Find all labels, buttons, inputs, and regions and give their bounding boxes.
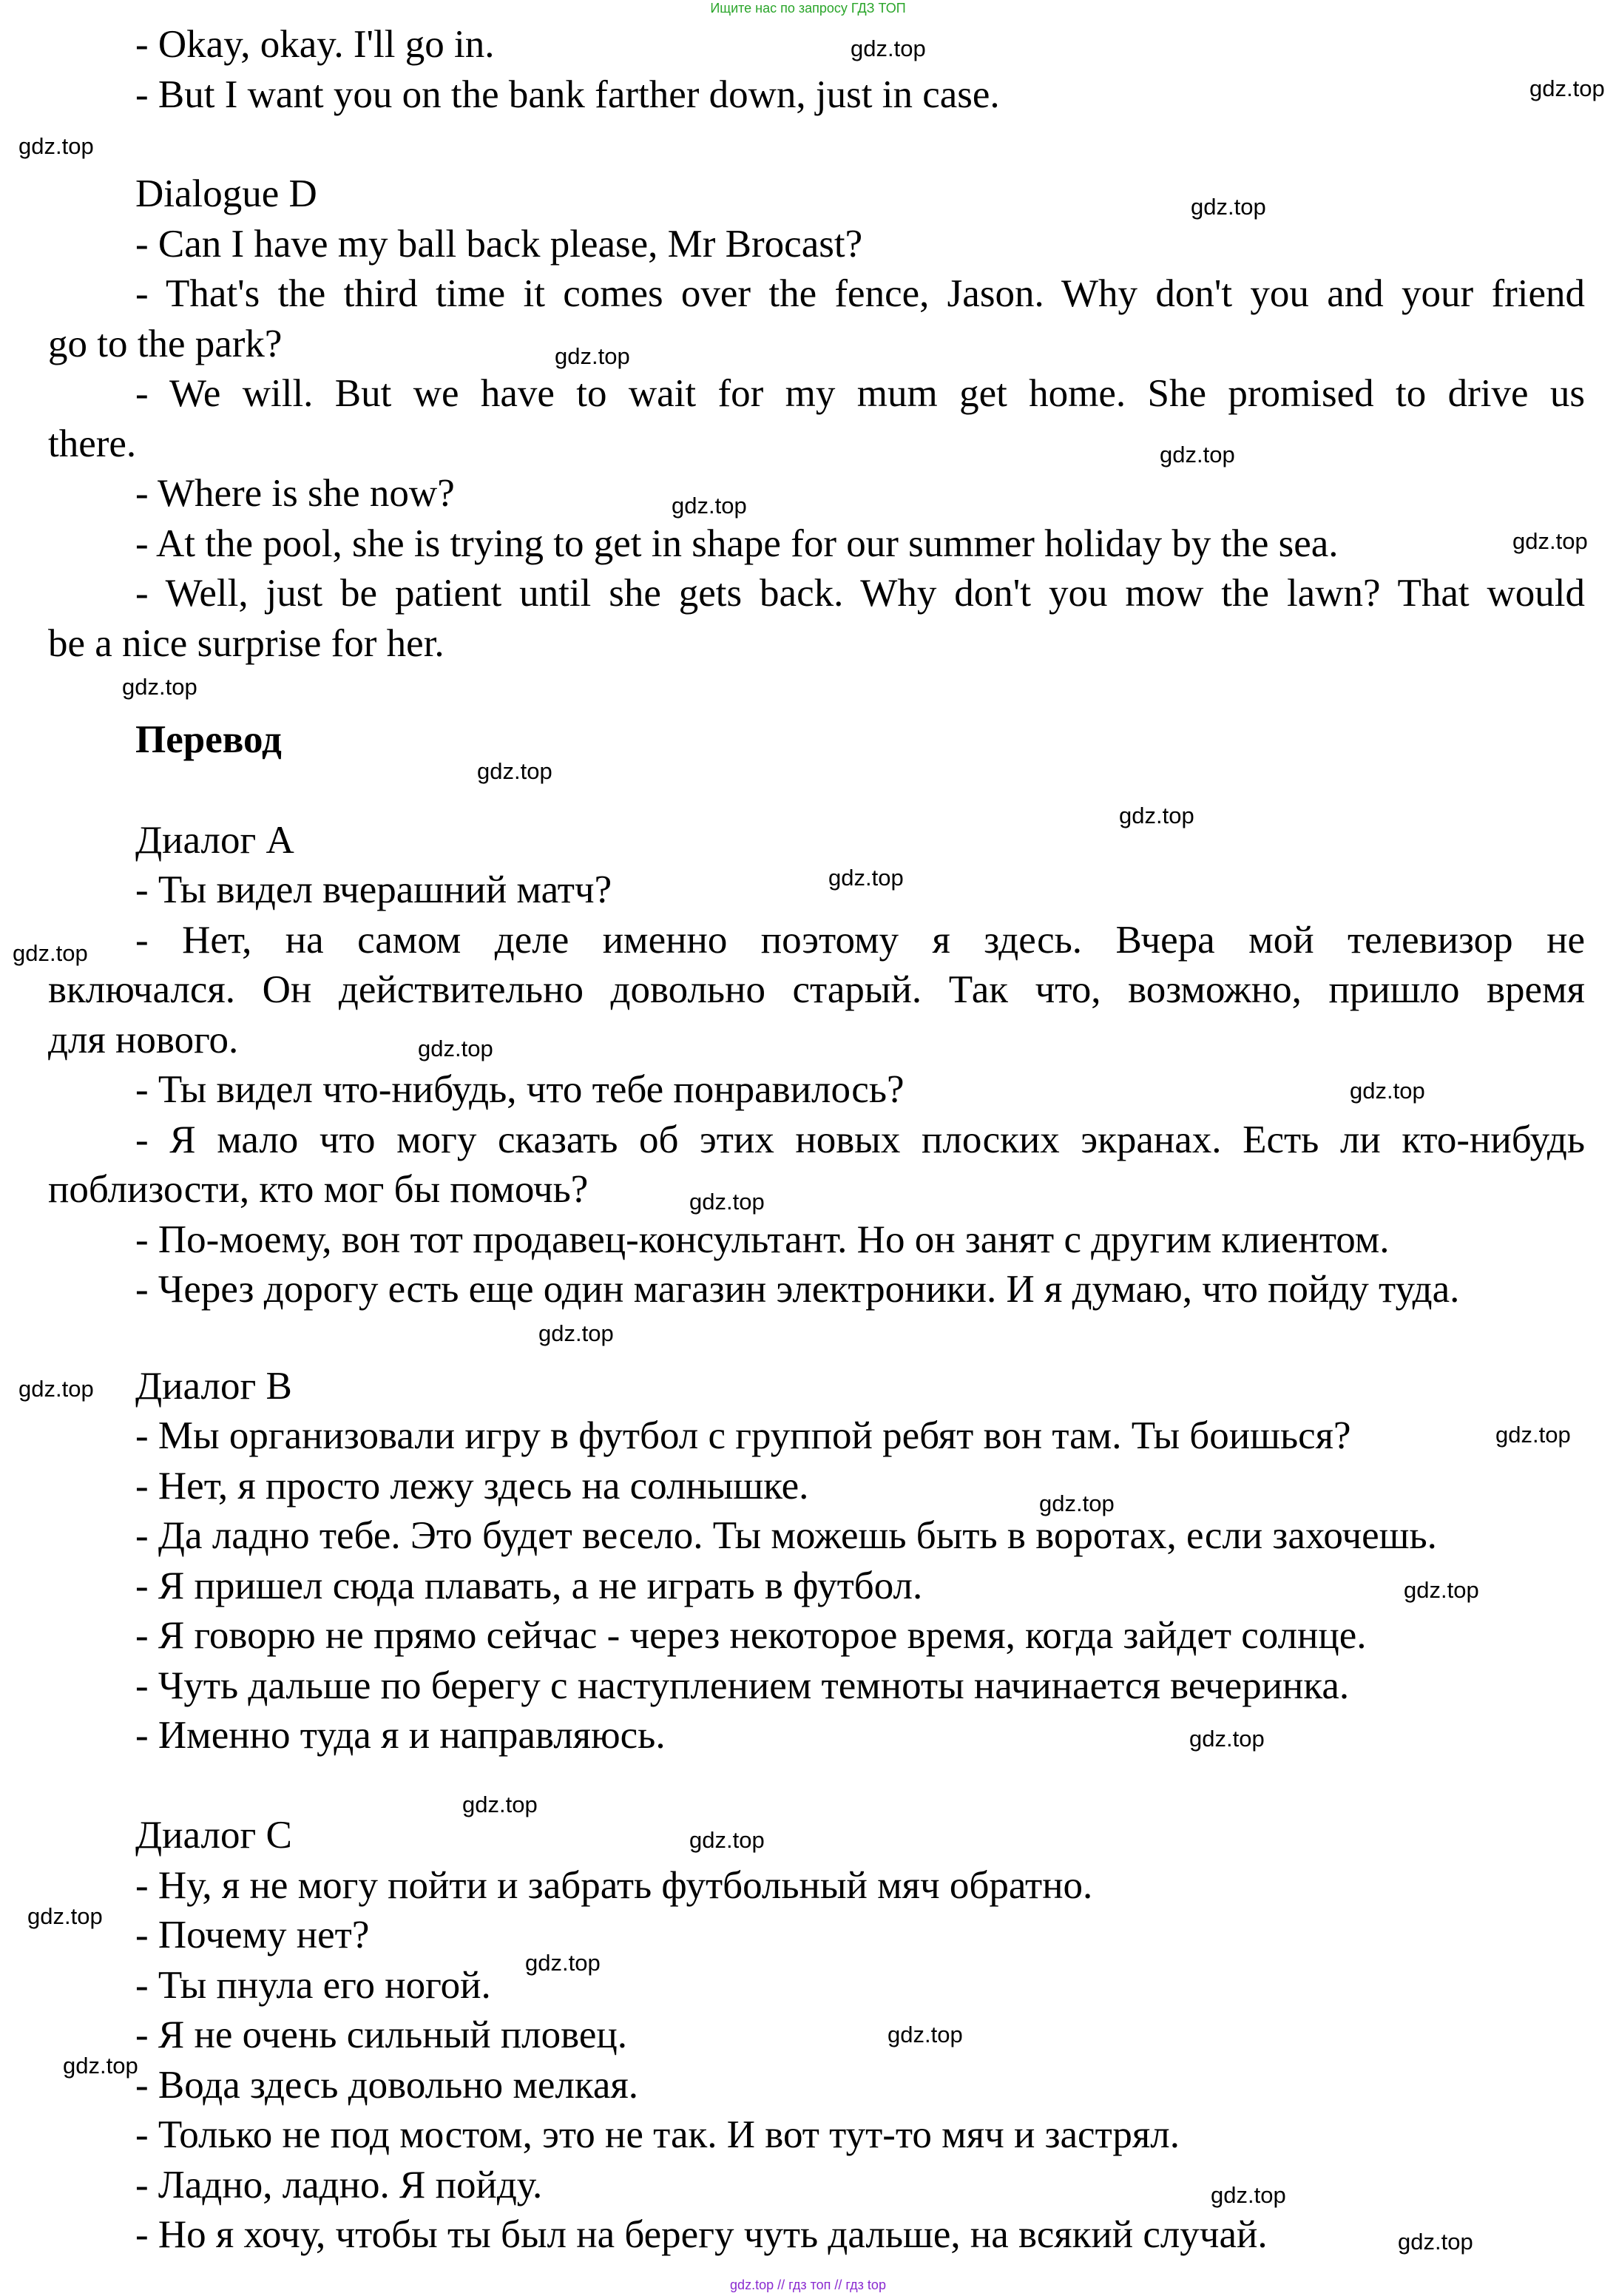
watermark: gdz.top	[418, 1036, 493, 1061]
watermark: gdz.top	[18, 1376, 94, 1402]
watermark: gdz.top	[462, 1792, 538, 1817]
dialog-b-line: - Именно туда я и направляюсь.	[135, 1714, 666, 1757]
watermark: gdz.top	[525, 1950, 601, 1976]
dialog-c-line: - Ну, я не могу пойти и забрать футбольный мяч обратно.	[135, 1864, 1093, 1907]
dialogue-d-line: - That's the third time it comes over the fence, Jason. Why don't you and your friend	[135, 272, 1585, 315]
dialog-a-line: - По-моему, вон тот продавец-консультант. Но он занят с другим клиентом.	[135, 1218, 1390, 1261]
watermark: gdz.top	[63, 2053, 138, 2079]
dialog-b-line: - Чуть дальше по берегу с наступлением темноты начинается вечеринка.	[135, 1664, 1350, 1707]
watermark: gdz.top	[18, 133, 94, 159]
watermark: gdz.top	[1189, 1726, 1265, 1752]
dialog-c-line: - Почему нет?	[135, 1914, 370, 1956]
dialogue-d-line-cont: there.	[48, 422, 137, 465]
dialog-a-line: - Ты видел вчерашний матч?	[135, 868, 612, 911]
watermark: gdz.top	[689, 1827, 765, 1853]
watermark: gdz.top	[1529, 75, 1605, 101]
watermark: gdz.top	[828, 865, 904, 891]
dialog-b-line: - Да ладно тебе. Это будет весело. Ты можешь быть в воротах, если захочешь.	[135, 1514, 1437, 1557]
watermark: gdz.top	[1211, 2182, 1286, 2208]
dialogue-d-line-cont: go to the park?	[48, 323, 283, 365]
watermark: gdz.top	[888, 2022, 963, 2047]
watermark: gdz.top	[477, 758, 552, 784]
dialog-c-line: - Вода здесь довольно мелкая.	[135, 2064, 638, 2107]
watermark: gdz.top	[672, 493, 747, 519]
watermark: gdz.top	[1350, 1078, 1425, 1104]
dialog-b-heading: Диалог B	[135, 1365, 292, 1408]
watermark: gdz.top	[27, 1903, 103, 1929]
dialog-c-heading: Диалог C	[135, 1814, 292, 1857]
dialog-c-line: - Ладно, ладно. Я пойду.	[135, 2164, 543, 2206]
dialogue-c-line: - Okay, okay. I'll go in.	[135, 23, 495, 66]
watermark: gdz.top	[851, 36, 926, 61]
footer-note: gdz.top // гдз топ // гдз top	[730, 2278, 886, 2292]
dialog-a-line: - Нет, на самом деле именно поэтому я здесь. Вчера мой телевизор не	[135, 919, 1585, 962]
dialog-a-heading: Диалог A	[135, 819, 294, 862]
dialog-c-line: - Я не очень сильный пловец.	[135, 2013, 627, 2056]
dialog-a-line: - Я мало что могу сказать об этих новых плоских экранах. Есть ли кто-нибудь	[135, 1118, 1585, 1161]
header-note: Ищите нас по запросу ГДЗ ТОП	[710, 1, 906, 16]
dialogue-d-line-cont: be a nice surprise for her.	[48, 622, 444, 665]
dialog-a-line: - Через дорогу есть еще один магазин электроники. И я думаю, что пойду туда.	[135, 1268, 1460, 1311]
watermark: gdz.top	[1404, 1577, 1479, 1603]
watermark: gdz.top	[538, 1320, 614, 1346]
dialog-c-line: - Ты пнула его ногой.	[135, 1964, 491, 2007]
dialogue-d-line: - Can I have my ball back please, Mr Brocast?	[135, 223, 863, 266]
dialogue-d-line: - Where is she now?	[135, 472, 455, 515]
dialog-b-line: - Мы организовали игру в футбол с группой ребят вон там. Ты боишься?	[135, 1414, 1351, 1457]
watermark: gdz.top	[1039, 1490, 1115, 1516]
dialogue-d-heading: Dialogue D	[135, 172, 317, 215]
dialog-a-line-cont: включался. Он действительно довольно старый. Так что, возможно, пришло время	[48, 968, 1585, 1011]
dialog-a-line-cont: для нового.	[48, 1019, 239, 1061]
watermark: gdz.top	[1191, 194, 1266, 220]
dialog-c-line: - Только не под мостом, это не так. И вот тут-то мяч и застрял.	[135, 2113, 1180, 2156]
dialog-b-line: - Я пришел сюда плавать, а не играть в футбол.	[135, 1564, 923, 1607]
watermark: gdz.top	[122, 674, 197, 700]
dialog-c-line: - Но я хочу, чтобы ты был на берегу чуть дальше, на всякий случай.	[135, 2213, 1268, 2256]
dialogue-c-line: - But I want you on the bank farther down, just in case.	[135, 73, 1000, 116]
dialog-b-line: - Нет, я просто лежу здесь на солнышке.	[135, 1465, 809, 1507]
dialog-b-line: - Я говорю не прямо сейчас - через некоторое время, когда зайдет солнце.	[135, 1614, 1367, 1657]
watermark: gdz.top	[1398, 2229, 1473, 2255]
watermark: gdz.top	[555, 343, 630, 369]
dialogue-d-line: - We will. But we have to wait for my mum get home. She promised to drive us	[135, 372, 1585, 415]
watermark: gdz.top	[13, 940, 88, 966]
watermark: gdz.top	[1495, 1422, 1571, 1448]
watermark: gdz.top	[689, 1189, 765, 1215]
dialog-a-line: - Ты видел что-нибудь, что тебе понравилось?	[135, 1068, 905, 1111]
watermark: gdz.top	[1160, 442, 1235, 467]
dialogue-d-line: - At the pool, she is trying to get in shape for our summer holiday by the sea.	[135, 522, 1339, 565]
dialog-a-line-cont: поблизости, кто мог бы помочь?	[48, 1168, 589, 1211]
translation-heading: Перевод	[135, 718, 282, 761]
watermark: gdz.top	[1512, 528, 1588, 554]
watermark: gdz.top	[1119, 803, 1194, 828]
dialogue-d-line: - Well, just be patient until she gets back. Why don't you mow the lawn? That would	[135, 572, 1585, 615]
